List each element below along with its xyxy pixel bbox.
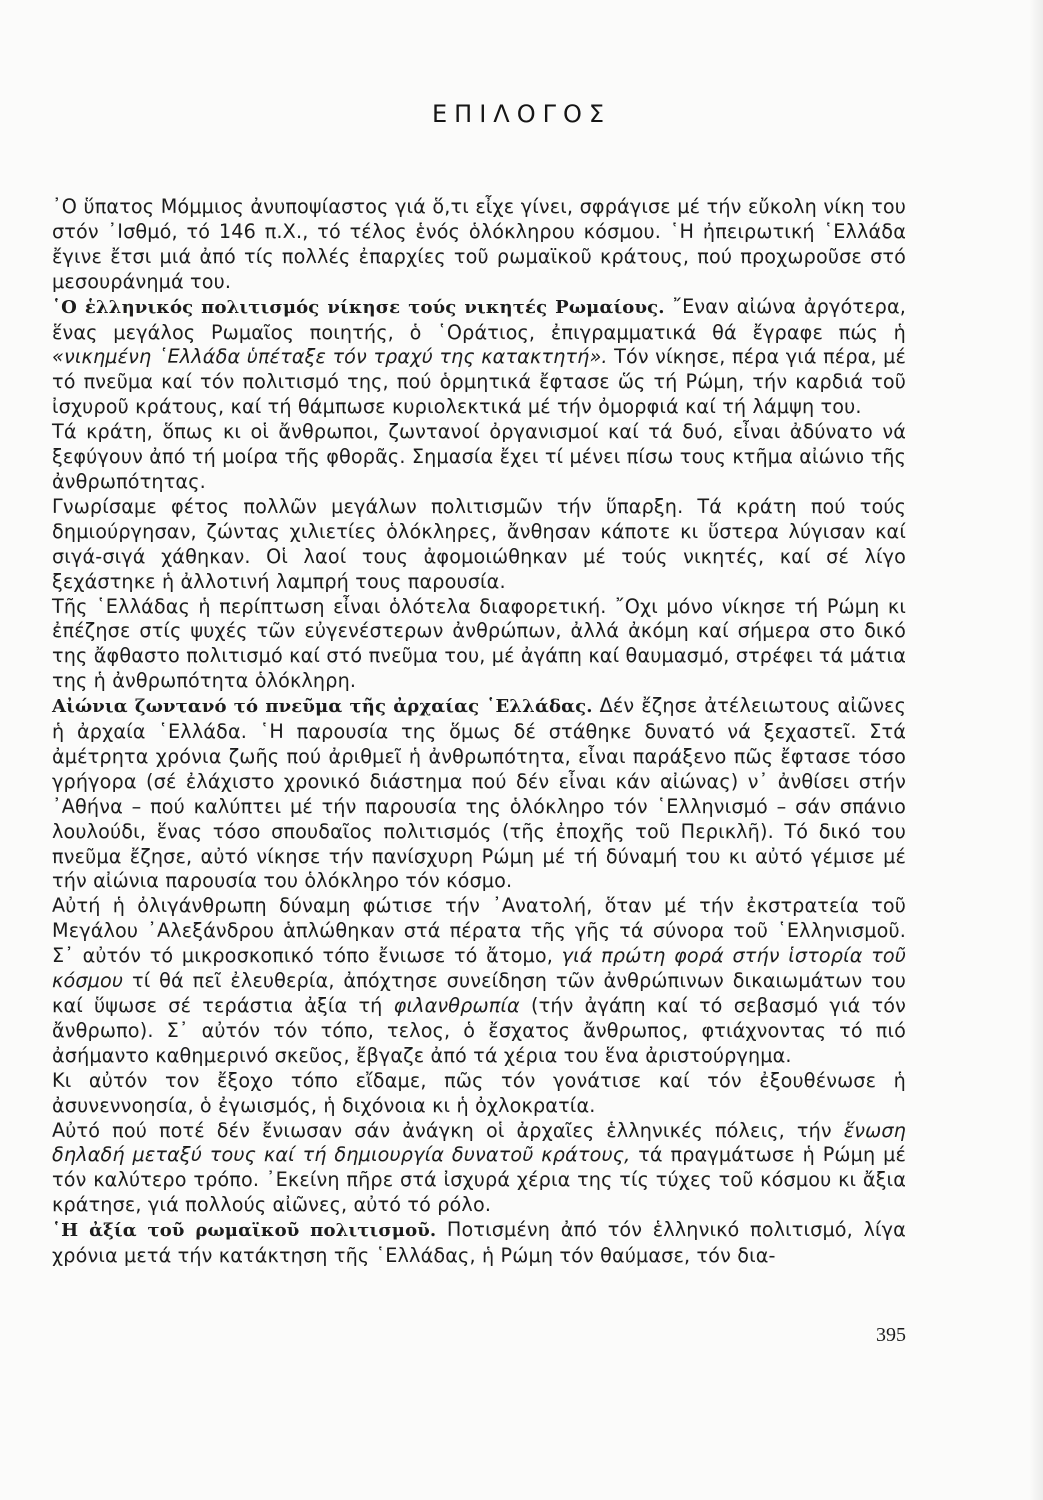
paragraph-9-text-a: Αὐτό πού ποτέ δέν ἔνιωσαν σάν ἀνάγκη οἱ ἀρχαῖες ἑλληνικές πόλεις, τήν xyxy=(52,1118,844,1142)
paragraph-7 xyxy=(52,894,906,1068)
paragraph-4-text: Γνωρίσαμε φέτος πολλῶν μεγάλων πολιτισμῶν τήν ὕπαρξη. Τά κράτη πού τούς δημιούργησαν, ζώντας χιλιετίες ὁλόκληρες, ἄνθησαν κάποτε κι ὕστερα λύγισαν καί σιγά-σιγά χάθηκαν. Οἱ λαοί τους ἀφομοιώθηκαν μέ τούς νικητές, καί σέ λίγο ξεχάστηκε ἡ ἀλλοτινή λαμπρή τους παρουσία. xyxy=(52,494,906,593)
philanthropy-emphasis: φιλανθρωπία xyxy=(393,994,520,1017)
paragraph-9-text-b: τά πραγμάτωσε ἡ Ρώμη μέ τόν καλύτερο τρόπο. ᾿Εκείνη πῆρε στά ἰσχυρά χέρια της τίς τύχες τοῦ κόσμου κι ἄξια κράτησε, γιά πολλούς αἰῶνες, αὐτό τό ρόλο. xyxy=(52,1143,906,1217)
first-time-in-history-emphasis: γιά πρώτη φορά στήν ἱστορία τοῦ κόσμου xyxy=(52,944,906,993)
heading-roman-culture-value: ῾Η ἀξία τοῦ ρωμαϊκοῦ πολιτισμοῦ. xyxy=(52,1220,437,1242)
paragraph-3 xyxy=(52,420,906,495)
paragraph-2-text-b: Τόν νίκησε, πέρα γιά πέρα, μέ τό πνεῦμα καί τόν πολιτισμό της, πού ὁρμητικά ἔφτασε ὥς τή Ρώμη, τήν καρδιά τοῦ ἰσχυροῦ κράτους, καί τή θάμπωσε κυριολεκτικά μέ τήν ὀμορφιά καί τή λάμψη του. xyxy=(52,345,906,419)
paragraph-10-text: Ποτισμένη ἀπό τόν ἑλληνικό πολιτισμό, λίγα χρόνια μετά τήν κατάκτηση τῆς ῾Ελλάδας, ἡ Ρώμη τόν θαύμασε, τόν δια- xyxy=(52,1218,906,1268)
paragraph-2-text-a: ῎Εναν αἰώνα ἀργότερα, ἕνας μεγάλος Ρωμαῖος ποιητής, ὁ ῾Οράτιος, ἐπιγραμματικά θά ἔγραφε πώς ἡ xyxy=(52,294,906,344)
page-number: 395 xyxy=(876,1324,906,1346)
paragraph-7-text-c: (τήν ἀγάπη καί τό σεβασμό γιά τόν ἄνθρωπο). Σ᾿ αὐτόν τόν τόπο, τελος, ὁ ἔσχατος ἄνθρωπος, φτιάχνοντας τό πιό ἀσήμαντο καθημερινό σκεῦος, ἔβγαζε ἀπό τά χέρια του ἕνα ἀριστούργημα. xyxy=(52,994,906,1067)
paragraph-4 xyxy=(52,495,906,595)
paragraph-10 xyxy=(52,1218,906,1269)
chapter-title: ΕΠΙΛΟΓΟΣ xyxy=(431,100,612,128)
paragraph-1 xyxy=(52,195,906,295)
union-emphasis: ἕνωση δηλαδή μεταξύ τους καί τή δημιουργία δυνατοῦ κράτους, xyxy=(52,1118,906,1167)
heading-greek-culture-conquered: ῾Ο ἑλληνικός πολιτισμός νίκησε τούς νικητές Ρωμαίους. xyxy=(52,296,665,318)
paragraph-7-text-a: Αὐτή ἡ ὀλιγάνθρωπη δύναμη φώτισε τήν ᾿Ανατολή, ὅταν μέ τήν ἐκστρατεία τοῦ Μεγάλου ᾿Αλεξάνδρου ἁπλώθηκαν στά πέρατα τῆς γῆς τά σύνορα τοῦ ῾Ελληνισμοῦ. Σ᾿ αὐτόν τό μικροσκοπικό τόπο ἔνιωσε τό ἄτομο, xyxy=(52,894,906,968)
paragraph-5 xyxy=(52,595,906,695)
paragraph-8-text: Κι αὐτόν τον ἔξοχο τόπο εἴδαμε, πῶς τόν γονάτισε καί τόν ἐξουθένωσε ἡ ἀσυνεννοησία, ὁ ἐγωισμός, ἡ διχόνοια κι ἡ ὀχλοκρατία. xyxy=(52,1068,906,1117)
paragraph-7-text-b: τί θά πεῖ ἐλευθερία, ἀπόχτησε συνείδηση τῶν ἀνθρώπινων δικαιωμάτων του καί ὕψωσε σέ τεράστια ἀξία τή xyxy=(52,969,906,1017)
heading-eternal-spirit: Αἰώνια ζωντανό τό πνεῦμα τῆς ἀρχαίας ῾Ελλάδας. xyxy=(52,696,593,718)
horace-quote: «νικημένη ῾Ελλάδα ὑπέταξε τόν τραχύ της κατακτητή». xyxy=(52,345,608,369)
paragraph-2 xyxy=(52,295,906,421)
page-edge-shadow xyxy=(1029,0,1043,1500)
paragraph-6-text: Δέν ἔζησε ἀτέλειωτους αἰῶνες ἡ ἀρχαία ῾Ελλάδα. ῾Η παρουσία της ὅμως δέ στάθηκε δυνατό νά ξεχαστεῖ. Στά ἀμέτρητα χρόνια ζωῆς πού ἀριθμεῖ ἡ ἀνθρωπότητα, εἶναι παράξενο πῶς ἔφτασε τόσο γρήγορα (σέ ἐλάχιστο χρονικό διάστημα πού δέν εἶναι κάν αἰώνας) ν᾿ ἀνθίσει στήν ᾿Αθήνα – πού καλύπτει μέ τήν παρουσία της ὁλόκληρο τόν ῾Ελληνισμό – σάν σπάνιο λουλούδι, ἕνας τόσο σπουδαῖος πολιτισμός (τῆς ἐποχῆς τοῦ Περικλῆ). Τό δικό του πνεῦμα ἔζησε, αὐτό νίκησε τήν πανίσχυρη Ρώμη μέ τή δύναμή του κι αὐτό γέμισε μέ τήν αἰώνια παρουσία του ὁλόκληρο τόν κόσμο. xyxy=(52,694,906,893)
paragraph-8 xyxy=(52,1069,906,1119)
body-text xyxy=(52,195,906,1269)
paragraph-3-text: Τά κράτη, ὅπως κι οἱ ἄνθρωποι, ζωντανοί ὀργανισμοί καί τά δυό, εἶναι ἀδύνατο νά ξεφύγουν ἀπό τή μοίρα τῆς φθορᾶς. Σημασία ἔχει τί μένει πίσω τους κτῆμα αἰώνιο τῆς ἀνθρωπότητας. xyxy=(52,420,906,493)
paragraph-6 xyxy=(52,694,906,894)
paragraph-1-text: ᾿Ο ὕπατος Μόμμιος ἀνυποψίαστος γιά ὅ,τι εἶχε γίνει, σφράγισε μέ τήν εὔκολη νίκη του στόν ᾿Ισθμό, τό 146 π.Χ., τό τέλος ἑνός ὁλόκληρου κόσμου. ῾Η ἠπειρωτική ῾Ελλάδα ἔγινε ἔτσι μιά ἀπό τίς πολλές ἐπαρχίες τοῦ ρωμαϊκοῦ κράτους, πού προχωροῦσε στό μεσουράνημά του. xyxy=(52,195,906,293)
paragraph-9 xyxy=(52,1119,906,1219)
paragraph-5-text: Τῆς ῾Ελλάδας ἡ περίπτωση εἶναι ὁλότελα διαφορετική. ῎Οχι μόνο νίκησε τή Ρώμη κι ἐπέζησε στίς ψυχές τῶν εὐγενέστερων ἀνθρώπων, ἀλλά ἀκόμη καί σήμερα στο δικό της ἄφθαστο πολιτισμό καί στό πνεῦμα του, μέ ἀγάπη καί θαυμασμό, στρέφει τά μάτια της ἡ ἀνθρωπότητα ὁλόκληρη. xyxy=(52,594,906,693)
